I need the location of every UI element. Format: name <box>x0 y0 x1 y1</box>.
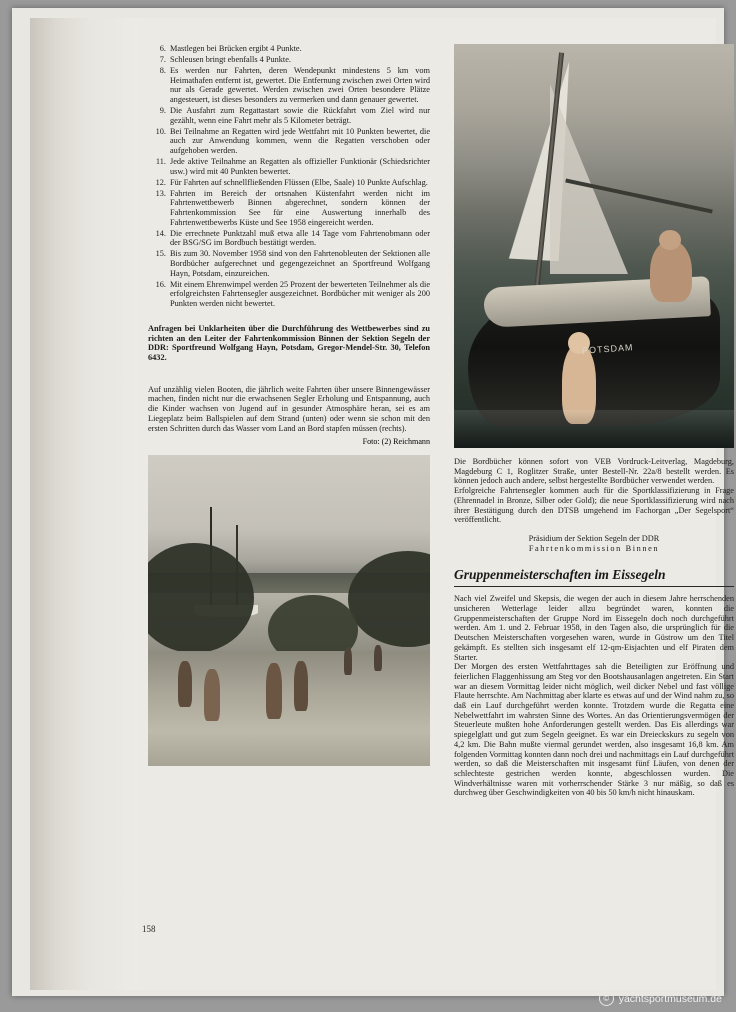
list-item <box>148 229 430 248</box>
signature-line-1: Präsidium der Sektion Segeln der DDR <box>528 533 660 543</box>
rules-list <box>148 44 430 308</box>
article-heading: Gruppenmeisterschaften im Eissegeln <box>454 567 734 587</box>
list-item-number: 12. <box>155 177 166 187</box>
list-item-number: 8. <box>159 66 166 76</box>
logbook-paragraph: Die Bordbücher können sofort von VEB Vordruck-Leitverlag, Magdeburg, Magdeburg C 1, Roglitzer Straße, unter Bestell-Nr. 22a/8 bestellt werden. Es können jedoch auch andere, selbst hergestellte Bordbücher verwendet werden. <box>454 457 734 486</box>
list-item-number: 7. <box>159 55 166 65</box>
page-number: 158 <box>142 924 156 934</box>
photo-intro-paragraph: Auf unzählig vielen Booten, die jährlich weite Fahrten über unsere Binnengewässer machen, finden nicht nur die erwachsenen Segler Erholung und Entspannung, auch die Kinder wachsen von Jugend auf in gesunder Atmosphäre heran, sei es am Liegeplatz beim Ballspielen auf dem Strand (unten) oder wenn sie schon mit den ersten Schritten durch das Wasser vom Land an Bord stapfen müssen (rechts). <box>148 384 430 433</box>
list-item <box>148 178 430 188</box>
photo-child-figure <box>266 663 282 719</box>
list-item-text: Es werden nur Fahrten, deren Wendepunkt mindestens 5 km vom Heimathafen entfernt ist, gewertet. Die Entfernung zwischen zwei Orten wird nur als Gerade gewertet. Werden zwischen zwei Orten besondere Plätze angesteuert, ist dieses besonders zu vermerken und dann genauer gewertet. <box>170 66 430 104</box>
photo-water-surface <box>454 410 734 448</box>
list-item <box>148 127 430 156</box>
photo-person-head <box>659 230 681 250</box>
list-item-text: Schleusen bringt ebenfalls 4 Punkte. <box>170 55 291 65</box>
list-item-number: 11. <box>155 157 166 167</box>
list-item-text: Die Ausfahrt zum Regattastart sowie die Rückfahrt vom Ziel wird nur gezählt, wenn eine Fahrt mehr als 5 Kilometer beträgt. <box>170 106 430 125</box>
list-item <box>148 157 430 176</box>
list-item-number: 16. <box>155 279 166 289</box>
list-item-text: Bei Teilnahme an Regatten wird jede Wettfahrt mit 10 Punkten bewertet, die auch zur Anwendung kommen, wenn die Regatten verschoben oder aufgehoben werden. <box>170 126 430 155</box>
list-item-text: Mastlegen bei Brücken ergibt 4 Punkte. <box>170 44 302 53</box>
left-column <box>148 44 430 766</box>
classification-paragraph: Erfolgreiche Fahrtensegler kommen auch für die Sportklassifizierung in Frage (Ehrennadel in Bronze, Silber oder Gold); die neue Sportklassifizierung wird nach ihrer Bestätigung durch den DTSB umgehend im Fachorgan „Der Segelsport“ veröffentlicht. <box>454 486 734 525</box>
list-item-number: 6. <box>159 44 166 53</box>
photo-jib <box>550 84 628 274</box>
photo-distant-figure <box>374 645 382 671</box>
photo-distant-figure <box>344 647 352 675</box>
list-item-text: Fahrten im Bereich der ortsnahen Küstenfahrt werden nicht im Fahrtenwettbewerb Binnen abgerechnet, sondern können der Fahrtenkommission See für eine Auswertung innerhalb des Fahrtenwettbewerbs Küste und See 1958 eingereicht werden. <box>170 188 430 227</box>
book-gutter-shadow <box>30 18 138 990</box>
photo-boat-name: POTSDAM <box>581 342 634 356</box>
list-item <box>148 280 430 309</box>
list-item <box>148 66 430 104</box>
list-item-text: Mit einem Ehrenwimpel werden 25 Prozent der bewerteten Teilnehmer als die erfolgreichsten Fahrtensegler ausgezeichnet. Bordbücher mit weniger als 200 Punkten werden nicht bewertet. <box>170 279 430 308</box>
sailboat-photo <box>454 44 734 448</box>
photo-child-figure <box>204 669 220 721</box>
list-item-text: Für Fahrten auf schnellfließenden Flüssen (Elbe, Saale) 10 Punkte Aufschlag. <box>170 177 428 187</box>
contact-paragraph: Anfragen bei Unklarheiten über die Durchführung des Wettbewerbes sind zu richten an den Leiter der Fahrtenkommission Binnen der Sektion Segeln der DDR: Sportfreund Wolfgang Hayn, Potsdam, Gregor-Mendel-Str. 30, Telefon 6432. <box>148 323 430 363</box>
list-item <box>148 106 430 125</box>
list-item-text: Bis zum 30. November 1958 sind von den Fahrtenobleuten der Sektionen alle Bordbücher aufgerechnet und gegengezeichnet an Sportfreund Wolfgang Hayn, Potsdam, einzureichen. <box>170 249 430 278</box>
page-surface <box>30 18 734 990</box>
list-item-text: Jede aktive Teilnahme an Regatten als offizieller Funktionär (Schiedsrichter usw.) wird mit 40 Punkten bewertet. <box>170 157 430 176</box>
list-item-number: 9. <box>159 106 166 116</box>
list-item <box>148 189 430 227</box>
list-item-number: 10. <box>155 126 166 136</box>
watermark-label: yachtsportmuseum.de <box>618 992 722 1005</box>
watermark <box>599 991 722 1006</box>
scanned-page <box>12 8 734 996</box>
signature-line-2: Fahrtenkommission Binnen <box>528 543 660 553</box>
photo-child-figure <box>294 661 308 711</box>
list-item-number: 13. <box>155 188 166 198</box>
list-item-number: 15. <box>155 249 166 259</box>
photo-credit: Foto: (2) Reichmann <box>362 437 430 447</box>
list-item-text: Die errechnete Punktzahl muß etwa alle 14 Tage vom Fahrtenobmann oder der BSG/SG im Bordbuch bestätigt werden. <box>170 228 430 248</box>
photo-child-figure <box>178 661 192 707</box>
article-paragraph-2: Der Morgen des ersten Wettfahrttages sah die Beteiligten zur Eröffnung und feierlichen Flaggenhissung am Steg vor den Bootshausanlagen angetreten. Ein Start war an diesem Vormittag leider nicht möglich, weil dicker Nebel und fast völlige Flaute herrschte. Am Nachmittag aber klarte es etwas auf und der Wind nahm zu, so daß ein Lauf durchgeführt werden konnte. Trotzdem wurde die Regatta eine Nebelwettfahrt im wahrsten Sinne des Wortes. An das Orientierungsvermögen der Steuerleute mußten hohe Anforderungen gestellt werden. Das Eis allerdings war spiegelglatt und gut zum Segeln geeignet. Es war ein Dreieckskurs zu segeln von 4,2 km. Die Bahn mußte viermal gerundet werden, also insgesamt 16,8 km. Am folgenden Vormittag konnten dann noch drei und nachmittags ein Lauf durchgeführt werden, so daß die Meisterschaften mit insgesamt fünf Läufen, von denen der schlechteste gestrichen werden konnte, abgeschlossen wurden. Die Windverhältnisse waren mit vorherrschender Stärke 3 nur mäßig, so daß es durchweg über Geschwindigkeiten von 40 bis 50 km/h nicht hinauskam. <box>454 662 734 798</box>
copyright-icon: © <box>599 991 614 1006</box>
lake-beach-photo <box>148 455 430 766</box>
page-content <box>148 44 734 984</box>
list-item <box>148 44 430 54</box>
article-paragraph-1: Nach viel Zweifel und Skepsis, die wegen der auch in diesem Jahre herrschenden unsicheren Wetterlage leider allzu begründet waren, konnten die Gruppenmeisterschaften der Gruppe Nord im Eissegeln doch noch durchgeführt werden. Am 1. und 2. Februar 1958, in den Tagen also, die ursprünglich für die Deutschen Meisterschaften vorgesehen waren, wurde in Güstrow um den Titel gekämpft. Es stellten sich insgesamt elf 12-qm-Eisjachten und elf Piraten dem Starter. <box>454 594 734 662</box>
list-item <box>148 55 430 65</box>
right-column <box>454 44 734 798</box>
list-item-number: 14. <box>155 228 166 238</box>
list-item <box>148 249 430 278</box>
